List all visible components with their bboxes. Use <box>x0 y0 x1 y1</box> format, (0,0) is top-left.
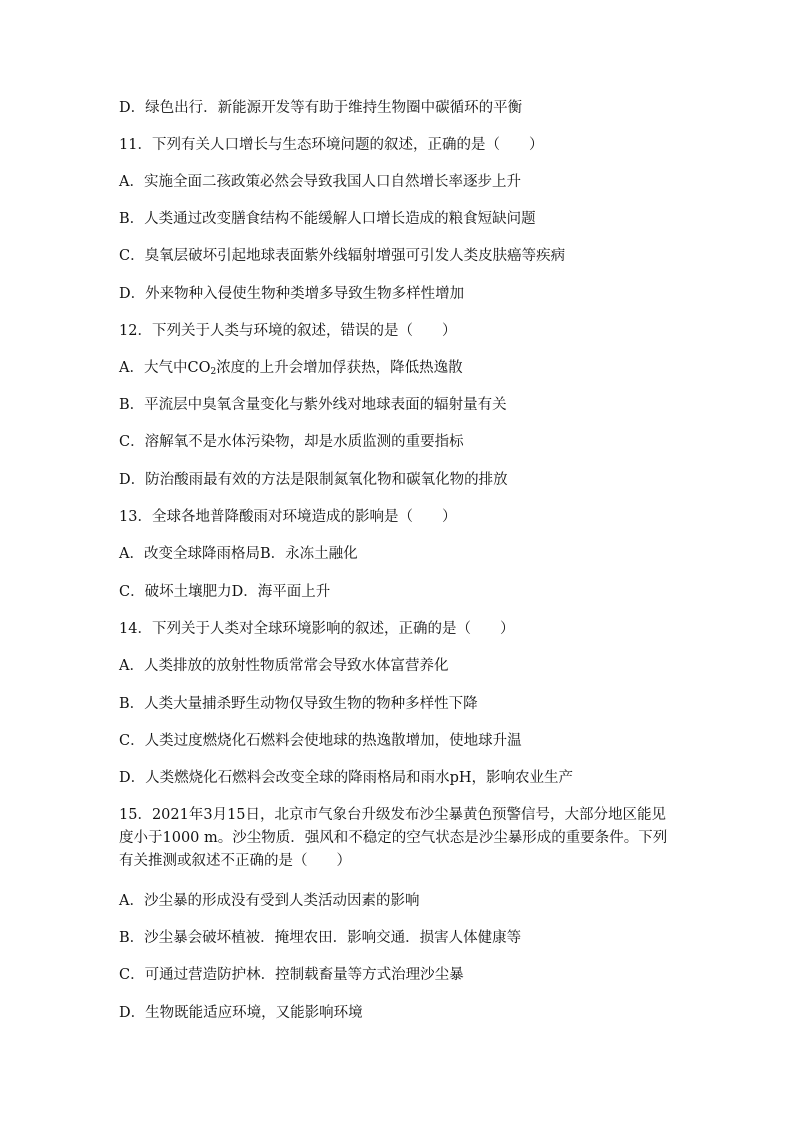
q12-option-a <box>119 358 679 378</box>
q15-option-d: D．生物既能适应环境，又能影响环境 <box>119 1005 363 1021</box>
q15-stem: 15．2021年3月15日，北京市气象台升级发布沙尘暴黄色预警信号，大部分地区能见度小于1000 m。沙尘物质．强风和不稳定的空气状态是沙尘暴形成的重要条件。下列有关推测或叙述不正确的是（ ） <box>119 807 668 869</box>
q12-option-d: D．防治酸雨最有效的方法是限制氮氧化物和碳氧化物的排放 <box>119 472 508 488</box>
q14-option-c: C．人类过度燃烧化石燃料会使地球的热逸散增加，使地球升温 <box>119 733 522 749</box>
q11-stem: 11．下列有关人口增长与生态环境问题的叙述，正确的是（ ） <box>119 137 544 153</box>
q15-option-b: B．沙尘暴会破坏植被．掩埋农田．影响交通．损害人体健康等 <box>119 930 522 946</box>
q11-option-d: D．外来物种入侵使生物种类增多导致生物多样性增加 <box>119 286 465 302</box>
q13-stem: 13．全球各地普降酸雨对环境造成的影响是（ ） <box>119 509 457 525</box>
q14-option-d: D．人类燃烧化石燃料会改变全球的降雨格局和雨水pH，影响农业生产 <box>119 770 574 786</box>
q12-option-a-before: A．大气中CO <box>119 360 211 376</box>
q15-option-a: A．沙尘暴的形成没有受到人类活动因素的影响 <box>119 893 420 909</box>
q14-option-b: B．人类大量捕杀野生动物仅导致生物的物种多样性下降 <box>119 696 478 712</box>
q14-stem: 14．下列关于人类对全球环境影响的叙述，正确的是（ ） <box>119 621 515 637</box>
q14-option-a: A．人类排放的放射性物质常常会导致水体富营养化 <box>119 658 449 674</box>
q13-options-ab: A．改变全球降雨格局B．永冻土融化 <box>119 546 358 562</box>
q15-option-c: C．可通过营造防护林．控制载畜量等方式治理沙尘暴 <box>119 967 464 983</box>
q12-option-b: B．平流层中臭氧含量变化与紫外线对地球表面的辐射量有关 <box>119 397 507 413</box>
q11-option-a: A．实施全面二孩政策必然会导致我国人口自然增长率逐步上升 <box>119 174 521 190</box>
q11-option-b: B．人类通过改变膳食结构不能缓解人口增长造成的粮食短缺问题 <box>119 211 536 227</box>
q12-stem: 12．下列关于人类与环境的叙述，错误的是（ ） <box>119 323 457 339</box>
q11-option-c: C．臭氧层破坏引起地球表面紫外线辐射增强可引发人类皮肤癌等疾病 <box>119 248 566 264</box>
q13-options-cd: C．破坏土壤肥力D．海平面上升 <box>119 584 331 600</box>
co2-subscript: 2 <box>210 367 217 377</box>
q12-option-a-after: 浓度的上升会增加俘获热，降低热逸散 <box>216 360 463 376</box>
q10-option-d: D．绿色出行．新能源开发等有助于维持生物圈中碳循环的平衡 <box>119 100 523 116</box>
q12-option-c: C．溶解氧不是水体污染物，却是水质监测的重要指标 <box>119 434 464 450</box>
